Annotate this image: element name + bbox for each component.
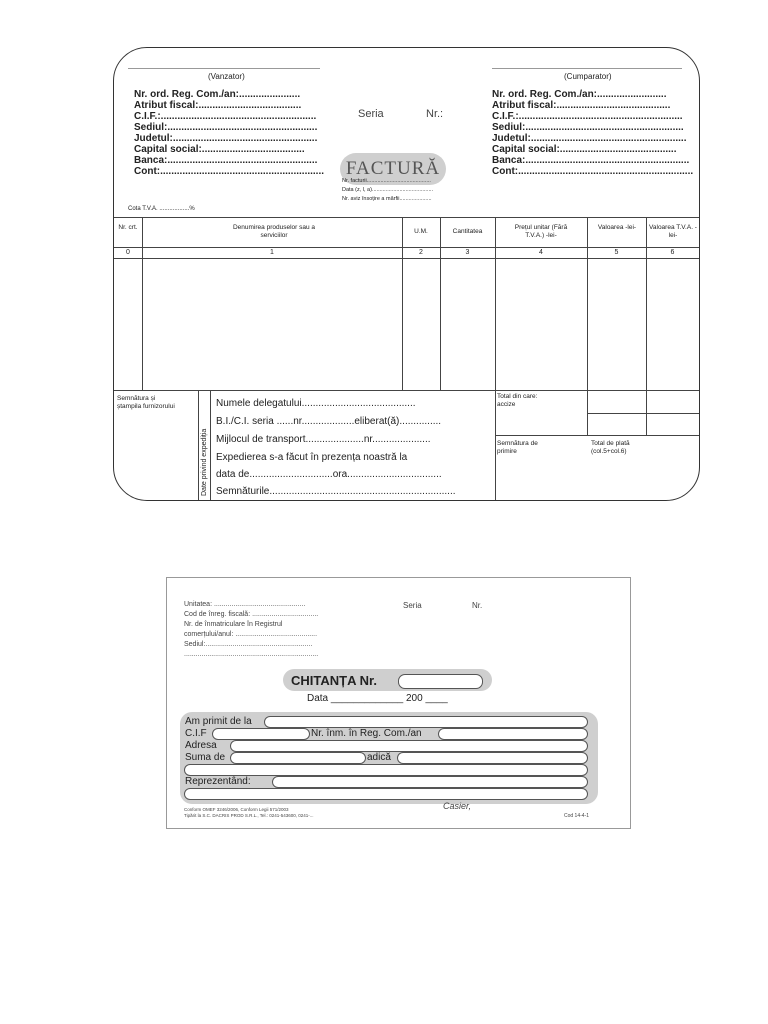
seller-judetul: Judetul:.................................................... — [134, 133, 318, 144]
seller-header-rule — [128, 68, 320, 69]
receipt-footer-printer: Tipărit la S.C. DACRIS PROD S.R.L., Tel.: 0241-543600, 0241-... — [184, 813, 314, 818]
col-divider-2 — [402, 217, 403, 390]
seller-banca: Banca:...................................................... — [134, 155, 318, 166]
am-primit-label: Am primit de la — [185, 716, 252, 727]
receipt-title: CHITANȚA Nr. — [291, 673, 377, 688]
suma-field[interactable] — [230, 752, 366, 764]
buyer-capital: Capital social:.......................................... — [492, 144, 677, 155]
table-header-border — [114, 247, 699, 248]
buyer-reg-com: Nr. ord. Reg. Com./an:......................... — [492, 89, 667, 100]
seller-sediul: Sediul:...................................................... — [134, 122, 318, 133]
cota-tva: Cota T.V.A. ..................% — [128, 206, 195, 212]
invoice-nr: Nr.: — [426, 108, 444, 120]
transport-means: Mijlocul de transport.....................nr..................... — [216, 434, 431, 445]
col-number-0: 0 — [126, 249, 130, 256]
am-primit-field[interactable] — [264, 716, 588, 728]
signatures-line: Semnăturile................................................................... — [216, 486, 456, 497]
supplier-signature-label: Semnătura și ștampila furnizorului — [117, 395, 175, 410]
col-number-3: 3 — [465, 249, 470, 256]
reprezentand-continuation-field[interactable] — [184, 788, 588, 800]
nr-inm-label: Nr. înm. în Reg. Com./an — [311, 728, 422, 739]
total-label: Total din care: accize — [497, 393, 538, 408]
seller-header: (Vanzator) — [208, 72, 245, 81]
table-number-border — [114, 258, 699, 259]
col-number-4: 4 — [539, 249, 543, 256]
receipt-unitatea: Unitatea: ............................................... — [184, 601, 306, 608]
receipt-code: Cod 14-4-1 — [564, 813, 590, 819]
table-body-border — [114, 390, 699, 391]
receipt-cod-fiscal: Cod de înreg. fiscală: .................................. — [184, 611, 319, 618]
buyer-header: (Cumparator) — [564, 72, 612, 81]
adresa-field[interactable] — [230, 740, 588, 752]
receipt-signature-label: Semnătura de primire — [497, 440, 538, 455]
nr-inm-field[interactable] — [438, 728, 588, 740]
col-number-2: 2 — [419, 249, 423, 256]
reprezentand-field[interactable] — [272, 776, 588, 788]
col-header-cantitatea: Cantitatea — [452, 228, 483, 235]
col-number-1: 1 — [270, 249, 274, 256]
buyer-judetul: Judetul:........................................................ — [492, 133, 687, 144]
table-top-border — [114, 217, 699, 218]
delegate-id: B.I./C.I. seria ......nr...................eliberat(ă)............... — [216, 416, 442, 427]
receipt-seria: Seria — [403, 601, 422, 610]
col-divider-1 — [142, 217, 143, 390]
adresa-label: Adresa — [185, 740, 217, 751]
invoice-aviz-meta: Nr. aviz însoțire a mărfii..................... — [342, 196, 432, 202]
receipt-footer-legal: Conform OMEF 3246/2006, Conform Legii 571/2003 — [184, 807, 289, 812]
col-divider-3 — [440, 217, 441, 390]
receipt-comertului: comerțului/anul: .......................................... — [184, 631, 318, 638]
receipt-sediul-continuation: ..................................................................... — [184, 651, 319, 658]
col-header-nr: Nr. crt. — [118, 224, 138, 231]
invoice-form — [113, 47, 700, 501]
payment-row-border — [495, 435, 699, 436]
col-header-denumire: Denumirea produselor sau a serviciilor — [232, 224, 316, 239]
buyer-header-rule — [492, 68, 682, 69]
total-row-border — [587, 413, 699, 414]
col-header-pret: Prețul unitar (Fără T.V.A.) -lei- — [514, 224, 568, 239]
adica-field[interactable] — [397, 752, 588, 764]
expedition-date: data de..............................ora.................................. — [216, 469, 442, 480]
casier-label: Casier, — [443, 801, 472, 811]
suma-label: Suma de — [185, 752, 226, 763]
col-number-5: 5 — [614, 249, 619, 256]
expedition-vertical-label: Date privind expediția — [201, 428, 208, 496]
buyer-sediul: Sediul:......................................................... — [492, 122, 684, 133]
invoice-title: FACTURĂ — [340, 153, 446, 185]
invoice-number-meta: Nr. facturii.......................................... — [342, 178, 431, 184]
buyer-cont: Cont:............................................................... — [492, 166, 694, 177]
buyer-atribut: Atribut fiscal:......................................... — [492, 100, 671, 111]
col-divider-4 — [495, 217, 496, 500]
receipt-number-field[interactable] — [398, 674, 483, 689]
cif-label: C.I.F — [185, 728, 207, 739]
invoice-date-meta: Data (z, l, a)........................................ — [342, 187, 434, 193]
suma-continuation-field[interactable] — [184, 764, 588, 776]
adica-label: adică — [367, 752, 391, 763]
receipt-nr-registru: Nr. de înmatriculare în Registrul — [184, 621, 283, 628]
receipt-sediul: Sediul:....................................................... — [184, 641, 313, 648]
col-header-valoarea-tva: Valoarea T.V.A. -lei- — [649, 224, 697, 239]
expedition-statement: Expedierea s-a făcut în prezența noastră la — [216, 452, 408, 463]
col-header-valoarea: Valoarea -lei- — [597, 224, 637, 231]
receipt-form-box — [180, 712, 598, 804]
seller-cont: Cont:........................................................... — [134, 166, 325, 177]
seller-atribut: Atribut fiscal:..................................... — [134, 100, 302, 111]
signature-divider — [198, 390, 199, 500]
expedition-divider — [210, 390, 211, 500]
receipt-nr: Nr. — [472, 601, 483, 610]
seller-cif: C.I.F.:........................................................ — [134, 111, 317, 122]
receipt-date: Data _____________ 200 ____ — [307, 693, 448, 704]
invoice-seria: Seria — [358, 108, 384, 120]
cif-field[interactable] — [212, 728, 310, 740]
delegate-name: Numele delegatului......................................... — [216, 398, 416, 409]
reprezentand-label: Reprezentând: — [185, 776, 251, 787]
seller-capital: Capital social:..................................... — [134, 144, 305, 155]
receipt-form — [166, 577, 631, 829]
col-header-um: U.M. — [414, 228, 428, 235]
col-number-6: 6 — [670, 249, 675, 256]
total-payment-label: Total de plată (col.5+col.6) — [591, 440, 630, 455]
seller-reg-com: Nr. ord. Reg. Com./an:...................... — [134, 89, 301, 100]
buyer-banca: Banca:........................................................... — [492, 155, 690, 166]
buyer-cif: C.I.F.:........................................................... — [492, 111, 683, 122]
